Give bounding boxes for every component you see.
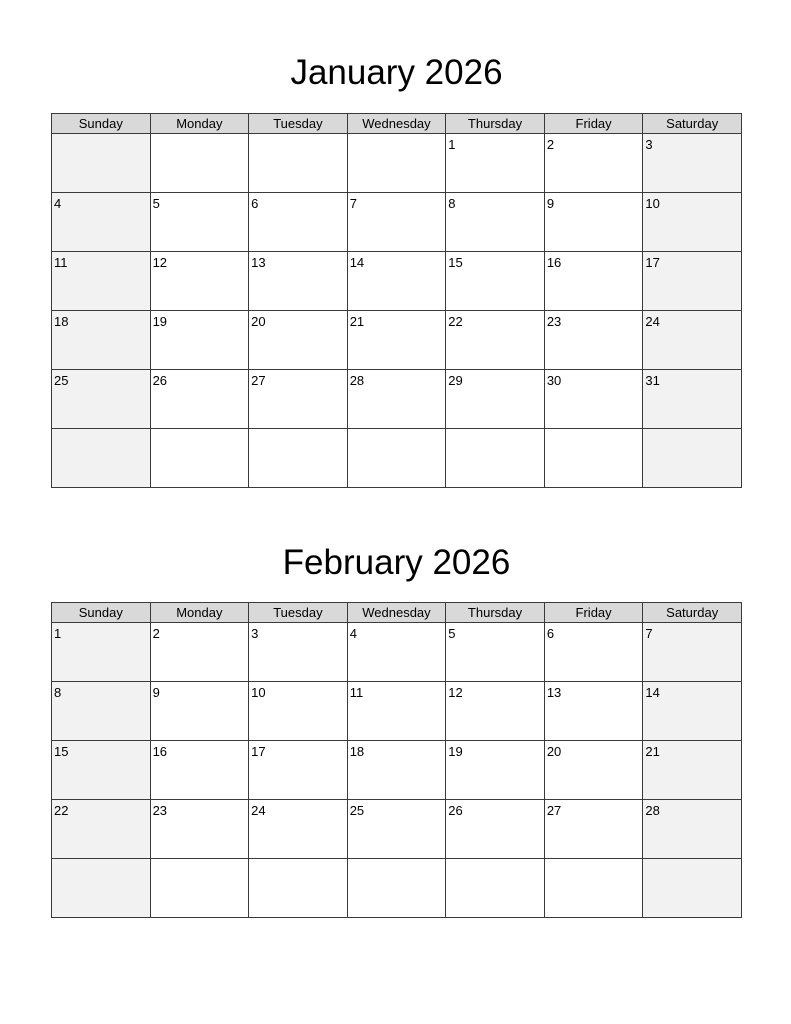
calendar-grid [51, 113, 742, 488]
day-cell [446, 429, 545, 488]
day-number: 27 [546, 803, 562, 818]
day-number: 8 [54, 685, 62, 700]
weekday-header: Monday [150, 603, 249, 623]
day-number: 18 [54, 314, 69, 329]
day-number: 24 [251, 803, 266, 818]
day-cell [52, 193, 151, 252]
day-cell [52, 429, 151, 488]
weekday-header: Saturday [643, 114, 742, 134]
day-number [151, 134, 249, 137]
week-row [52, 741, 742, 800]
day-cell [544, 623, 643, 682]
day-number [348, 134, 446, 137]
day-cell [347, 800, 446, 859]
day-cell [446, 134, 545, 193]
day-number: 3 [645, 137, 653, 152]
weekday-header: Friday [544, 114, 643, 134]
day-cell [150, 859, 249, 918]
day-number [643, 859, 741, 862]
day-cell [446, 682, 545, 741]
day-cell [150, 311, 249, 370]
day-number: 19 [448, 744, 463, 759]
month-title: February 2026 [282, 543, 511, 582]
week-row [52, 623, 742, 682]
day-number: 5 [448, 626, 456, 641]
weekday-header: Tuesday [249, 114, 348, 134]
day-number: 26 [152, 373, 168, 388]
day-cell [52, 623, 151, 682]
day-number: 13 [251, 255, 266, 270]
day-number [446, 859, 544, 862]
day-cell [52, 311, 151, 370]
day-cell [446, 193, 545, 252]
day-cell [249, 682, 348, 741]
day-number: 31 [645, 373, 660, 388]
weekday-header: Saturday [643, 603, 742, 623]
day-number: 7 [645, 626, 653, 641]
day-cell [643, 311, 742, 370]
day-cell [643, 429, 742, 488]
day-number [52, 429, 150, 432]
week-row [52, 370, 742, 429]
day-cell [347, 859, 446, 918]
day-number: 9 [152, 685, 160, 700]
day-number: 22 [54, 803, 69, 818]
weekday-header: Sunday [52, 603, 151, 623]
week-row [52, 134, 742, 193]
day-number [249, 859, 347, 862]
day-number [446, 429, 544, 432]
day-number: 23 [152, 803, 168, 818]
day-cell [150, 800, 249, 859]
day-cell [52, 859, 151, 918]
day-cell [150, 252, 249, 311]
day-number: 10 [645, 196, 660, 211]
day-number: 5 [152, 196, 160, 211]
day-number: 28 [349, 373, 365, 388]
day-cell [347, 252, 446, 311]
day-cell [150, 134, 249, 193]
day-number: 11 [349, 685, 364, 700]
week-row [52, 859, 742, 918]
day-number: 16 [152, 744, 168, 759]
day-number: 4 [349, 626, 357, 641]
day-number: 13 [546, 685, 562, 700]
day-number: 17 [645, 255, 660, 270]
day-cell [347, 623, 446, 682]
day-cell [347, 193, 446, 252]
day-cell [643, 623, 742, 682]
day-number: 8 [448, 196, 456, 211]
day-cell [643, 859, 742, 918]
day-cell [249, 429, 348, 488]
day-number: 27 [251, 373, 266, 388]
day-cell [249, 311, 348, 370]
day-number: 2 [546, 137, 555, 152]
day-number [348, 859, 446, 862]
day-number: 24 [645, 314, 660, 329]
day-cell [150, 429, 249, 488]
day-cell [643, 193, 742, 252]
day-cell [446, 800, 545, 859]
week-row [52, 252, 742, 311]
day-number: 10 [251, 685, 266, 700]
day-number: 20 [251, 314, 266, 329]
day-number [545, 429, 643, 432]
day-cell [643, 370, 742, 429]
weekday-header: Sunday [52, 114, 151, 134]
day-number [249, 134, 347, 137]
day-number: 12 [448, 685, 463, 700]
day-number: 15 [448, 255, 463, 270]
day-number: 11 [54, 255, 68, 270]
day-cell [446, 741, 545, 800]
day-number: 25 [349, 803, 365, 818]
day-cell [544, 741, 643, 800]
day-cell [446, 623, 545, 682]
day-cell [249, 252, 348, 311]
day-number: 26 [448, 803, 463, 818]
day-number [643, 429, 741, 432]
day-cell [249, 623, 348, 682]
day-cell [249, 193, 348, 252]
day-number [151, 429, 249, 432]
day-cell [544, 134, 643, 193]
day-number: 19 [152, 314, 168, 329]
day-cell [52, 741, 151, 800]
week-row [52, 193, 742, 252]
day-number: 1 [54, 626, 62, 641]
day-cell [347, 370, 446, 429]
day-cell [446, 370, 545, 429]
day-number: 14 [349, 255, 365, 270]
day-number: 20 [546, 744, 562, 759]
day-cell [52, 682, 151, 741]
day-number: 23 [546, 314, 562, 329]
day-cell [347, 429, 446, 488]
weekday-header-row [52, 603, 742, 623]
day-number: 7 [349, 196, 357, 211]
day-number: 21 [645, 744, 660, 759]
day-number: 2 [152, 626, 160, 641]
month-title: January 2026 [290, 53, 503, 92]
day-cell [446, 311, 545, 370]
weekday-header: Monday [150, 114, 249, 134]
day-cell [544, 682, 643, 741]
day-cell [150, 193, 249, 252]
day-number: 6 [546, 626, 555, 641]
day-number [52, 859, 150, 862]
day-number [348, 429, 446, 432]
day-cell [446, 252, 545, 311]
day-number [151, 859, 249, 862]
weekday-header: Thursday [446, 114, 545, 134]
weekday-header: Wednesday [347, 114, 446, 134]
day-cell [150, 741, 249, 800]
week-row [52, 429, 742, 488]
day-cell [249, 859, 348, 918]
calendar-grid [51, 602, 742, 918]
day-number: 30 [546, 373, 562, 388]
day-number [545, 859, 643, 862]
day-cell [347, 741, 446, 800]
day-number: 29 [448, 373, 463, 388]
day-number [249, 429, 347, 432]
weekday-header-row [52, 114, 742, 134]
day-number: 6 [251, 196, 259, 211]
day-cell [544, 800, 643, 859]
week-row [52, 682, 742, 741]
day-cell [150, 682, 249, 741]
day-cell [643, 800, 742, 859]
day-cell [249, 370, 348, 429]
day-number: 3 [251, 626, 259, 641]
day-cell [52, 800, 151, 859]
day-number: 21 [349, 314, 365, 329]
day-number: 12 [152, 255, 168, 270]
day-cell [544, 252, 643, 311]
day-cell [643, 134, 742, 193]
day-number: 18 [349, 744, 365, 759]
day-number [52, 134, 150, 137]
day-cell [347, 311, 446, 370]
day-number: 4 [54, 196, 62, 211]
day-number: 9 [546, 196, 555, 211]
day-cell [347, 682, 446, 741]
day-cell [150, 370, 249, 429]
day-cell [544, 370, 643, 429]
day-number: 25 [54, 373, 69, 388]
day-cell [544, 311, 643, 370]
day-number: 28 [645, 803, 660, 818]
day-cell [52, 252, 151, 311]
day-cell [544, 193, 643, 252]
day-cell [544, 859, 643, 918]
day-number: 15 [54, 744, 69, 759]
day-cell [643, 741, 742, 800]
day-cell [347, 134, 446, 193]
weekday-header: Friday [544, 603, 643, 623]
day-cell [249, 134, 348, 193]
day-cell [150, 623, 249, 682]
day-cell [52, 134, 151, 193]
day-cell [643, 252, 742, 311]
weekday-header: Wednesday [347, 603, 446, 623]
day-number: 14 [645, 685, 660, 700]
day-cell [249, 800, 348, 859]
weekday-header: Thursday [446, 603, 545, 623]
day-cell [446, 859, 545, 918]
week-row [52, 311, 742, 370]
day-cell [544, 429, 643, 488]
weekday-header: Tuesday [249, 603, 348, 623]
day-cell [52, 370, 151, 429]
day-number: 22 [448, 314, 463, 329]
week-row [52, 800, 742, 859]
day-number: 16 [546, 255, 562, 270]
day-cell [643, 682, 742, 741]
day-number: 1 [448, 137, 456, 152]
day-cell [249, 741, 348, 800]
day-number: 17 [251, 744, 266, 759]
